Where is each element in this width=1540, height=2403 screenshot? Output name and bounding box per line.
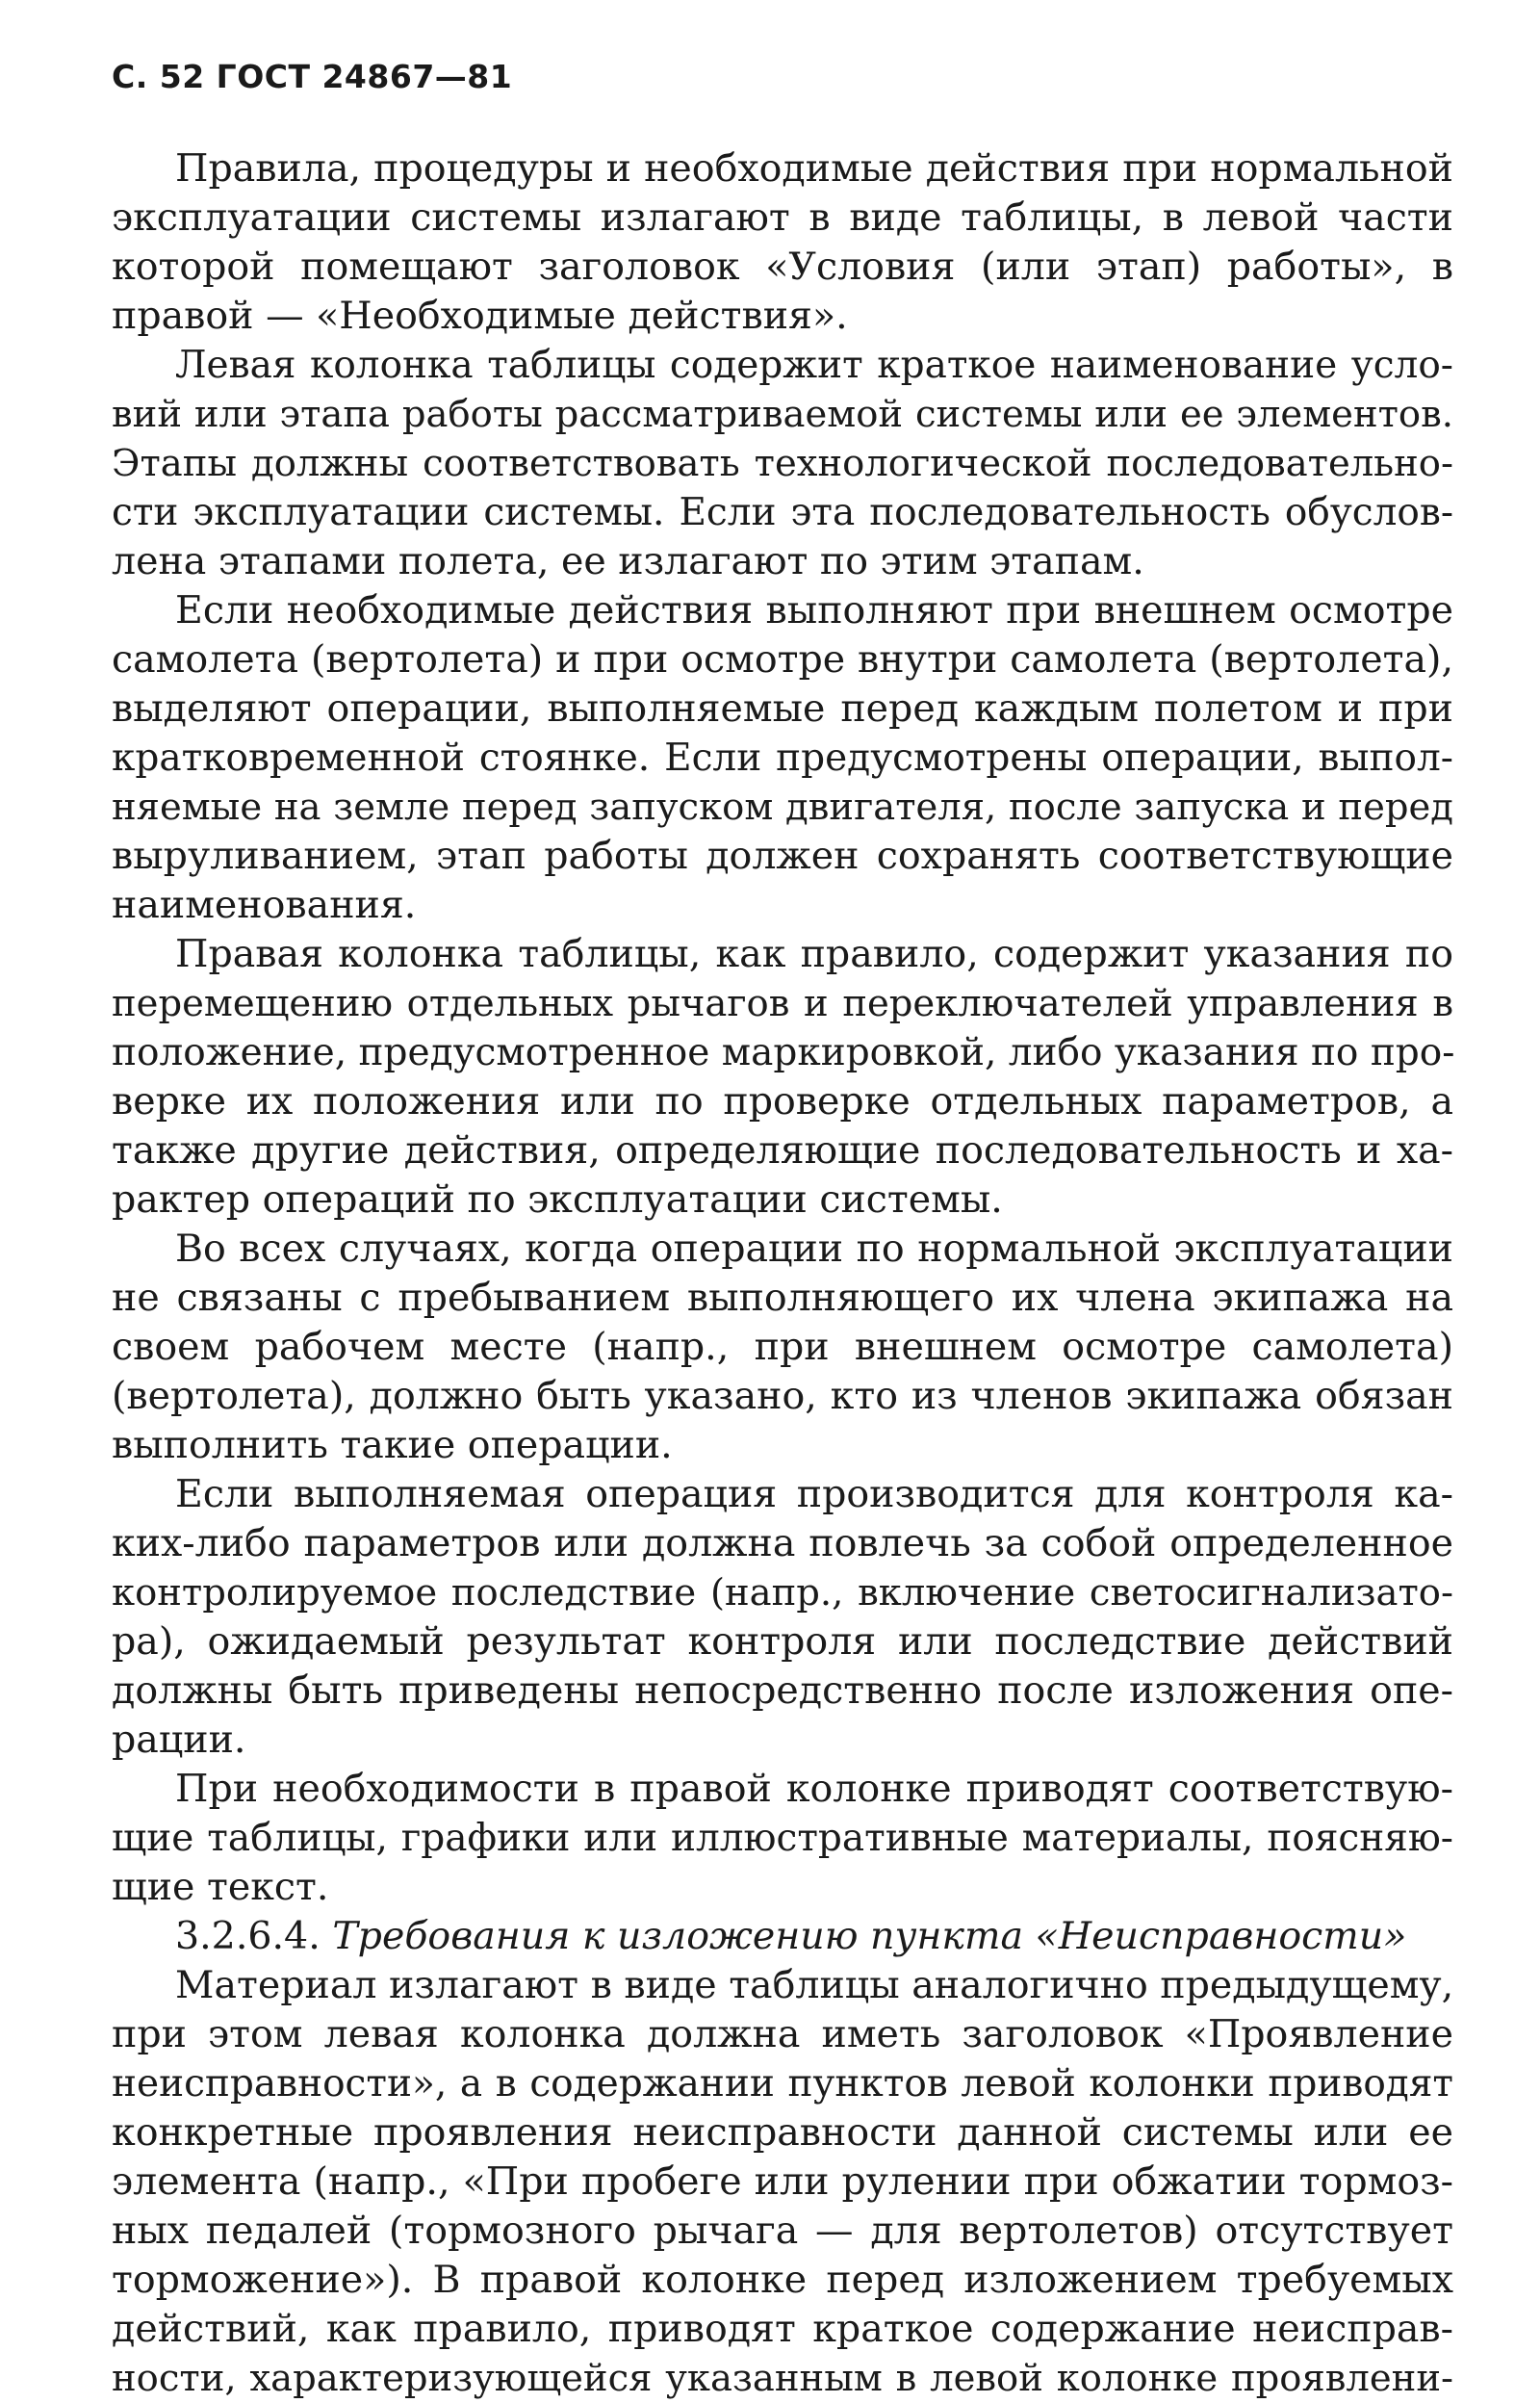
text-line: Материал излагают в виде таблицы аналогично предыдущему, <box>175 1963 1454 2007</box>
text-line: при этом левая колонка должна иметь заголовок «Проявление <box>112 2012 1453 2056</box>
text-line: торможение»). В правой колонке перед изложением требуемых <box>112 2258 1453 2302</box>
section-heading-line <box>112 1912 1453 1961</box>
text-line: (вертолета), должно быть указано, кто из членов экипажа обязан <box>112 1374 1453 1418</box>
text-line: выполнить такие операции. <box>112 1423 673 1467</box>
text-line: не связаны с пребыванием выполняющего их члена экипажа на <box>112 1276 1453 1320</box>
text-line: Во всех случаях, когда операции по нормальной эксплуатации <box>175 1227 1453 1271</box>
text-line: щие таблицы, графики или иллюстративные материалы, поясняю- <box>112 1817 1453 1860</box>
text-line: ных педалей (тормозного рычага — для вертолетов) отсутствует <box>112 2209 1453 2253</box>
text-line: правой — «Необходимые действия». <box>112 294 848 338</box>
text-line: контролируемое последствие (напр., включение светосигнализато- <box>112 1571 1453 1615</box>
text-line: лена этапами полета, ее излагают по этим этапам. <box>112 539 1144 583</box>
page-number: С. 52 <box>112 58 205 95</box>
text-line: элемента (напр., «При пробеге или рулении при обжатии тормоз- <box>112 2159 1453 2204</box>
text-line: няемые на земле перед запуском двигателя, после запуска и перед <box>112 786 1453 829</box>
text-line: сти эксплуатации системы. Если эта последовательность обуслов- <box>112 491 1453 534</box>
text-line: Левая колонка таблицы содержит краткое наименование усло- <box>175 344 1453 387</box>
text-line: должны быть приведены непосредственно после изложения опе- <box>112 1668 1453 1713</box>
text-line: ра), ожидаемый результат контроля или последствие действий <box>112 1619 1453 1664</box>
text-line: кратковременной стоянке. Если предусмотрены операции, выпол- <box>112 736 1453 780</box>
text-line: также другие действия, определяющие последовательность и ха- <box>112 1128 1453 1173</box>
text-line: выруливанием, этап работы должен сохранять соответствующие <box>112 834 1453 878</box>
text-line: неисправности», а в содержании пунктов левой колонки приводят <box>112 2062 1453 2106</box>
text-line: щие текст. <box>112 1865 329 1909</box>
text-line: эксплуатации системы излагают в виде таблицы, в левой части <box>112 195 1453 240</box>
text-line: действий, как правило, приводят краткое содержание неисправ- <box>112 2307 1453 2351</box>
text-line: наименования. <box>112 883 417 927</box>
text-line: Если необходимые действия выполняют при внешнем осмотре <box>175 588 1453 633</box>
text-line: рации. <box>112 1718 246 1762</box>
text-line: верке их положения или по проверке отдельных параметров, а <box>112 1079 1453 1124</box>
text-line: вий или этапа работы рассматриваемой системы или ее элементов. <box>112 393 1453 436</box>
text-line: положение, предусмотренное маркировкой, либо указания по про- <box>112 1031 1455 1074</box>
text-line: Правая колонка таблицы, как правило, содержит указания по <box>175 932 1453 976</box>
text-line: ких-либо параметров или должна повлечь за собой определенное <box>112 1521 1453 1565</box>
text-line: своем рабочем месте (напр., при внешнем осмотре самолета) <box>112 1325 1453 1369</box>
text-line: При необходимости в правой колонке приводят соответствую- <box>175 1767 1453 1811</box>
text-line: Если выполняемая операция производится для контроля ка- <box>175 1472 1453 1516</box>
text-line: перемещению отдельных рычагов и переключателей управления в <box>112 982 1453 1025</box>
section-number: 3.2.6.4. <box>175 1914 321 1958</box>
body-text <box>112 144 1453 2403</box>
text-line: Правила, процедуры и необходимые действия при нормальной <box>175 146 1453 191</box>
text-line: ности, характеризующейся указанным в левой колонке проявлени- <box>112 2357 1453 2400</box>
text-line: выделяют операции, выполняемые перед каждым полетом и при <box>112 686 1453 731</box>
text-line: которой помещают заголовок «Условия (или этап) работы», в <box>112 245 1453 289</box>
text-line: самолета (вертолета) и при осмотре внутри самолета (вертолета), <box>112 637 1453 682</box>
text-line: Этапы должны соответствовать технологической последовательно- <box>112 442 1453 485</box>
text-line: конкретные проявления неисправности данной системы или ее <box>112 2110 1453 2155</box>
section-title: Требования к изложению пункта «Неисправности» <box>332 1914 1407 1958</box>
page-header <box>112 58 524 95</box>
standard-number: ГОСТ 24867—81 <box>216 58 513 95</box>
text-line: рактер операций по эксплуатации системы. <box>112 1177 1003 1222</box>
